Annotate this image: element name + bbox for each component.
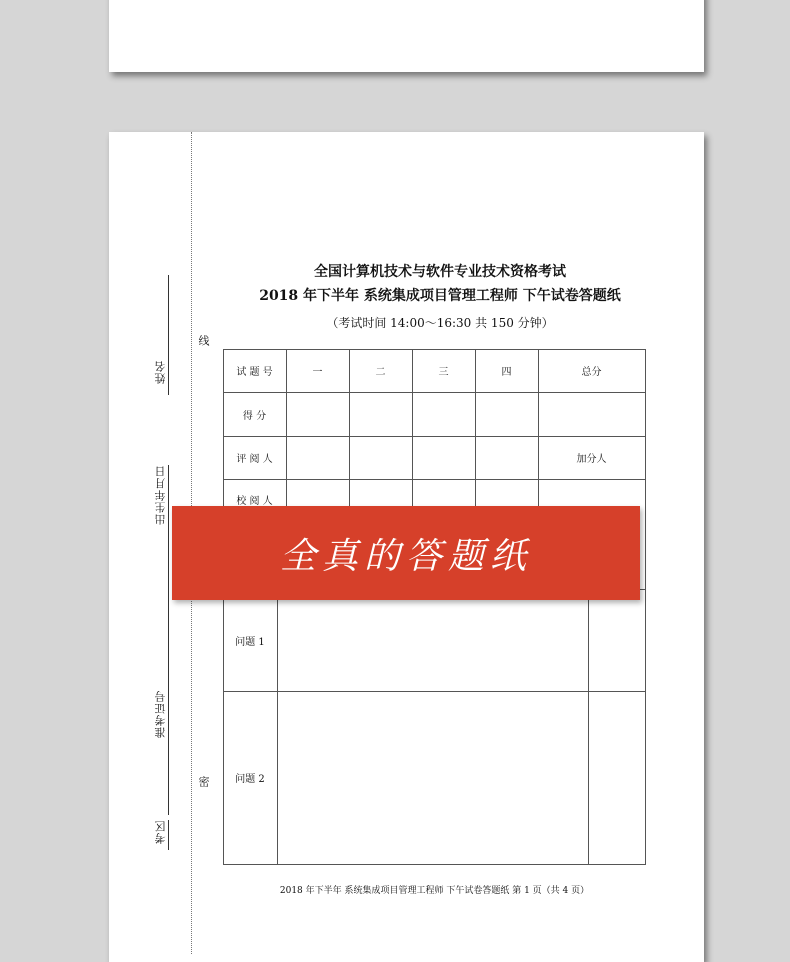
- col-header-3: 三: [438, 367, 449, 378]
- add-person-label: 加分人: [576, 454, 607, 465]
- ticket-line: [168, 690, 169, 815]
- seal-mark: 密: [197, 776, 210, 787]
- score-table: [223, 349, 646, 865]
- banner-text: 全真的答题纸: [279, 535, 532, 577]
- birth-line: [168, 465, 169, 715]
- ticket-label: 准考证号: [154, 690, 167, 738]
- row-header-grader: 评 阅 人: [236, 454, 273, 465]
- region-label: 考区: [154, 820, 167, 844]
- previous-page-sheet: [109, 0, 704, 72]
- question-2-label: 问题 2: [235, 774, 265, 785]
- paper-title: 2018 年下半年 系统集成项目管理工程师 下午试卷答题纸: [259, 288, 621, 304]
- col-header-1: 一: [312, 367, 323, 378]
- row-header-question-no: 试 题 号: [236, 367, 273, 378]
- page-footer: 2018 年下半年 系统集成项目管理工程师 下午试卷答题纸 第 1 页（共 4 页）: [279, 886, 590, 896]
- name-line: [168, 275, 169, 395]
- col-header-4: 四: [501, 367, 512, 378]
- row-header-score: 得 分: [242, 410, 267, 422]
- col-header-total: 总分: [581, 367, 602, 378]
- col-header-2: 二: [375, 367, 386, 378]
- exam-title: 全国计算机技术与软件专业技术资格考试: [314, 264, 566, 280]
- birth-label: 出生年月日: [154, 465, 167, 525]
- promo-banner: [172, 506, 640, 600]
- line-mark: 线: [197, 335, 210, 346]
- region-line: [168, 820, 169, 850]
- question-1-label: 问题 1: [235, 636, 265, 648]
- name-label: 姓名: [154, 360, 167, 384]
- exam-time: （考试时间 14:00～16:30 共 150 分钟）: [326, 316, 554, 330]
- row-header-reviewer: 校 阅 人: [236, 495, 273, 507]
